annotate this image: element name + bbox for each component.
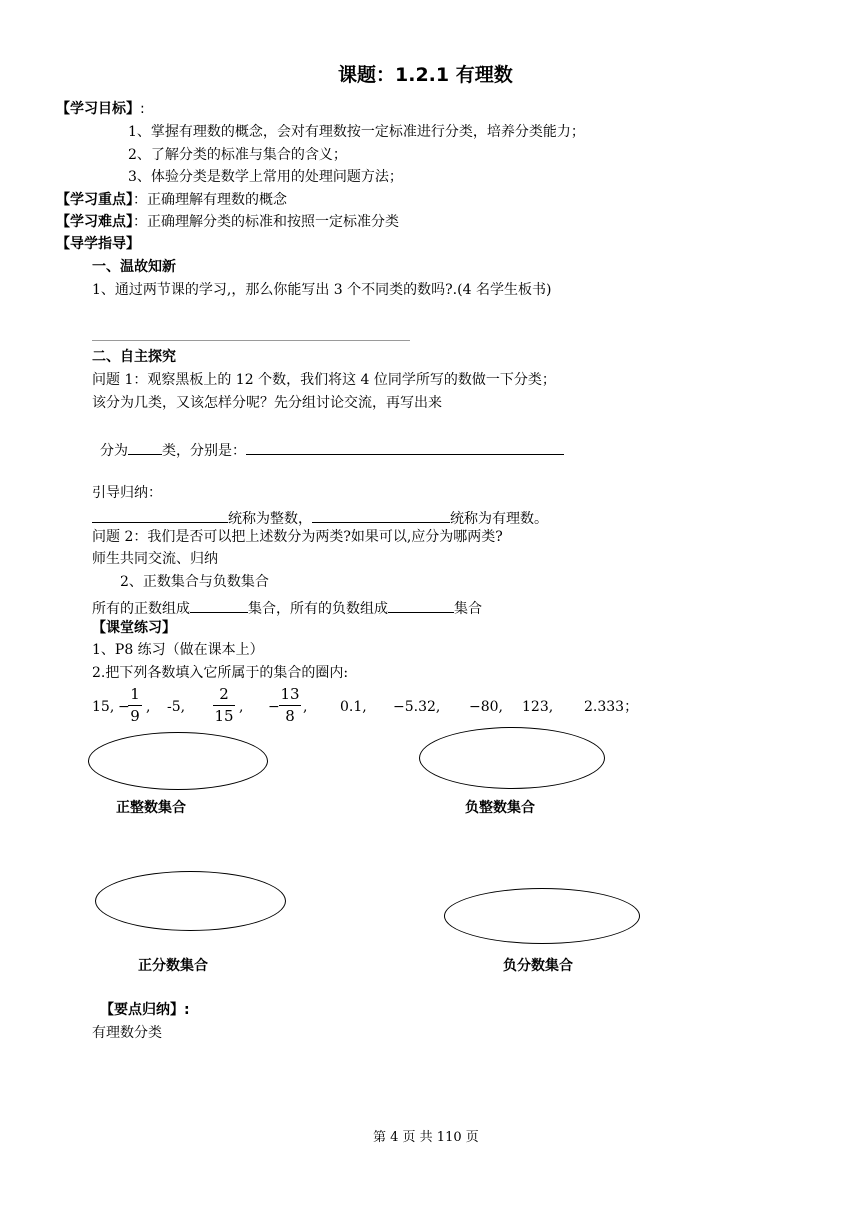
sets-fill <box>92 598 482 616</box>
fraction-3-thirteen-eighths <box>279 687 301 724</box>
blank-categories[interactable] <box>246 440 564 455</box>
classification-fill <box>100 440 564 458</box>
objectives-colon: : <box>140 101 145 117</box>
question-1-line-1: 问题 1：观察黑板上的 12 个数，我们将这 4 位同学所写的数做一下分类； <box>92 372 556 388</box>
negative-integer-set-ellipse[interactable] <box>419 727 605 789</box>
objectives-label-text: 【学习目标】 <box>56 101 140 117</box>
difficulty <box>56 215 399 229</box>
practice-label: 【课堂练习】 <box>92 620 176 636</box>
page-footer: 第 4 页 共 110 页 <box>373 1130 479 1145</box>
number-neg-5: -5, <box>167 699 186 715</box>
negative-fraction-set-label: 负分数集合 <box>503 958 573 974</box>
blank-count[interactable] <box>128 440 162 455</box>
sets-text-b: 集合，所有的负数组成 <box>248 601 388 617</box>
review-question: 1、通过两节课的学习,，那么你能写出 3 个不同类的数吗?.(4 名学生板书) <box>92 282 552 298</box>
practice-item-1: 1、P8 练习（做在课本上） <box>92 642 264 658</box>
fraction-2-numerator: 2 <box>219 685 229 703</box>
fraction-2-denominator: 15 <box>214 707 234 725</box>
induction-label: 引导归纳： <box>92 485 162 501</box>
number-neg-5-32: −5.32, <box>393 699 441 715</box>
question-1-line-2: 该分为几类，又该怎样分呢？先分组讨论交流，再写出来 <box>92 395 442 411</box>
key-point-colon: ： <box>133 192 147 208</box>
question-2: 问题 2：我们是否可以把上述数分为两类?如果可以,应分为哪两类? <box>92 529 503 545</box>
discussion-note: 师生共同交流、归纳 <box>92 551 218 567</box>
summary-label: 【要点归纳】: <box>100 1002 190 1018</box>
negative-integer-set-label: 负整数集合 <box>465 800 535 816</box>
integers-text: 统称为整数， <box>228 511 312 527</box>
sets-text-a: 所有的正数组成 <box>92 601 190 617</box>
fraction-2-fifteenths <box>213 687 235 724</box>
key-point-label: 【学习重点】 <box>56 192 133 208</box>
fraction-3-sign: − <box>268 699 280 715</box>
positive-integer-set-label: 正整数集合 <box>116 800 186 816</box>
negative-fraction-set-ellipse[interactable] <box>444 888 640 944</box>
fill-text-b: 类，分别是： <box>162 443 246 459</box>
sets-text-c: 集合 <box>454 601 482 617</box>
fraction-3-comma: , <box>303 699 308 715</box>
fraction-3-numerator: 13 <box>280 685 300 703</box>
fraction-1-ninth <box>128 687 142 724</box>
key-point-text: 正确理解有理数的概念 <box>147 192 287 208</box>
fraction-1-comma: , <box>146 699 151 715</box>
fraction-2-comma: , <box>239 699 244 715</box>
fill-text-a: 分为 <box>100 443 128 459</box>
guide-label: 【导学指导】 <box>56 236 140 252</box>
objective-item-2: 2、了解分类的标准与集合的含义； <box>128 147 347 163</box>
fraction-3-bar <box>279 705 301 706</box>
difficulty-colon: ： <box>133 214 147 230</box>
fraction-3-denominator: 8 <box>285 707 295 725</box>
blank-negative-set[interactable] <box>388 598 454 613</box>
objective-item-3: 3、体验分类是数学上常用的处理问题方法； <box>128 169 403 185</box>
objectives-label <box>56 102 145 116</box>
objective-item-1: 1、掌握有理数的概念，会对有理数按一定标准进行分类，培养分类能力； <box>128 124 585 140</box>
number-123: 123, <box>522 699 554 715</box>
key-point <box>56 193 287 207</box>
fraction-2-bar <box>213 705 235 706</box>
difficulty-label: 【学习难点】 <box>56 214 133 230</box>
fraction-1-sign: − <box>118 699 130 715</box>
page-title: 课题：1.2.1 有理数 <box>338 64 513 86</box>
review-heading: 一、温故知新 <box>92 259 176 275</box>
blank-positive-set[interactable] <box>190 598 248 613</box>
fraction-1-denominator: 9 <box>130 707 140 725</box>
positive-fraction-set-label: 正分数集合 <box>138 958 208 974</box>
answer-line <box>92 340 410 341</box>
fraction-1-numerator: 1 <box>130 685 140 703</box>
blank-integers[interactable] <box>92 508 228 523</box>
blank-rationals[interactable] <box>312 508 450 523</box>
practice-item-2: 2.把下列各数填入它所属于的集合的圈内: <box>92 665 349 681</box>
positive-integer-set-ellipse[interactable] <box>88 732 268 790</box>
difficulty-text: 正确理解分类的标准和按照一定标准分类 <box>147 214 399 230</box>
fraction-1-bar <box>128 705 142 706</box>
number-neg-80: −80, <box>469 699 503 715</box>
positive-fraction-set-ellipse[interactable] <box>95 871 286 931</box>
rationals-text: 统称为有理数。 <box>450 511 548 527</box>
explore-heading: 二、自主探究 <box>92 349 176 365</box>
number-15: 15, <box>92 699 115 715</box>
summary-text: 有理数分类 <box>92 1025 162 1041</box>
integers-rationals-fill <box>92 508 548 526</box>
sets-heading: 2、正数集合与负数集合 <box>120 574 269 590</box>
number-0-1: 0.1, <box>340 699 367 715</box>
number-2-333: 2.333； <box>584 699 639 715</box>
